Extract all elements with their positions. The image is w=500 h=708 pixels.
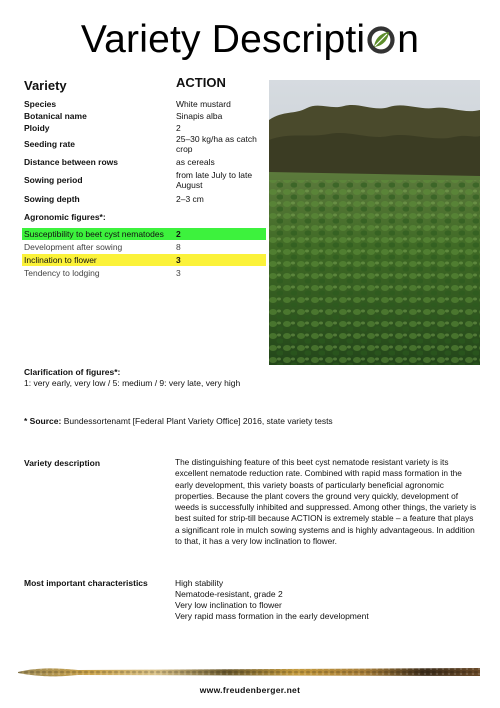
agronomic-figures-title: Agronomic figures*: — [24, 212, 106, 222]
spec-value: 2–3 cm — [176, 194, 204, 204]
mustard-field-photo — [269, 80, 480, 365]
spec-label: Ploidy — [24, 123, 50, 133]
agro-label: Tendency to lodging — [24, 268, 100, 278]
list-item: High stability — [175, 578, 224, 588]
agro-value: 3 — [176, 255, 181, 265]
source-text: Bundessortenamt [Federal Plant Variety Office] 2016, state variety tests — [61, 416, 333, 426]
agro-row-tendency-to-lodging — [22, 267, 266, 279]
agro-row-inclination-to-flower — [22, 254, 266, 266]
website-url: www.freudenberger.net — [199, 685, 301, 695]
page-title — [0, 18, 500, 62]
spec-label: Sowing period — [24, 175, 83, 185]
title-text-start: Variety Descripti — [80, 18, 366, 61]
agro-row-development-after-sowing — [22, 241, 266, 253]
list-item: Very rapid mass formation in the early development — [175, 611, 369, 621]
variety-description-label: Variety description — [24, 458, 101, 468]
list-item: Nematode-resistant, grade 2 — [175, 589, 283, 599]
spec-value: from late July to late August — [176, 170, 253, 190]
agro-value: 2 — [176, 229, 181, 239]
leaf-o-logo-icon — [366, 21, 396, 51]
agro-value: 8 — [176, 242, 181, 252]
spec-value: White mustard — [176, 99, 231, 109]
clarification-text: 1: very early, very low / 5: medium / 9: very late, very high — [24, 378, 241, 388]
spec-label: Seeding rate — [24, 139, 76, 149]
title-text-end: n — [397, 18, 420, 61]
source-note — [24, 416, 333, 426]
characteristics-list — [175, 578, 369, 622]
spec-value: 25–30 kg/ha as catch crop — [176, 134, 257, 154]
clarification-title: Clarification of figures*: — [24, 367, 121, 377]
characteristics-label: Most important characteristics — [24, 578, 148, 588]
agro-value: 3 — [176, 268, 181, 278]
agro-label: Development after sowing — [24, 242, 123, 252]
agro-label: Inclination to flower — [24, 255, 97, 265]
source-label: * Source: — [24, 416, 62, 426]
variety-description-text: The distinguishing feature of this beet cyst nematode resistant variety is its excellent nematode reduction rate. Combined with rapid mass formation in the early development, this variety boasts of particularly beneficial agronomic properties. Because the plant covers the ground very quickly, development of weeds is successfully inhibited and suppressed. Among other things, the variety is best suited for strip-till because ACTION is extremely stable – a feature that plays a significant role in mulch sowing systems and is highly advantageous. In addition to that, it has a very low inclination to flower. — [175, 457, 477, 547]
spec-label: Botanical name — [24, 111, 87, 121]
seed-strip-banner — [18, 665, 480, 679]
spec-value: as cereals — [176, 157, 215, 167]
variety-label: Variety — [24, 78, 67, 93]
spec-label: Species — [24, 99, 57, 109]
agro-row-nematode-susceptibility — [22, 228, 266, 240]
spec-value: 2 — [176, 123, 181, 133]
spec-value: Sinapis alba — [176, 111, 223, 121]
spec-label: Sowing depth — [24, 194, 80, 204]
agro-label: Susceptibility to beet cyst nematodes — [24, 229, 164, 239]
spec-label: Distance between rows — [24, 157, 119, 167]
variety-name: ACTION — [176, 75, 226, 90]
list-item: Very low inclination to flower — [175, 600, 282, 610]
